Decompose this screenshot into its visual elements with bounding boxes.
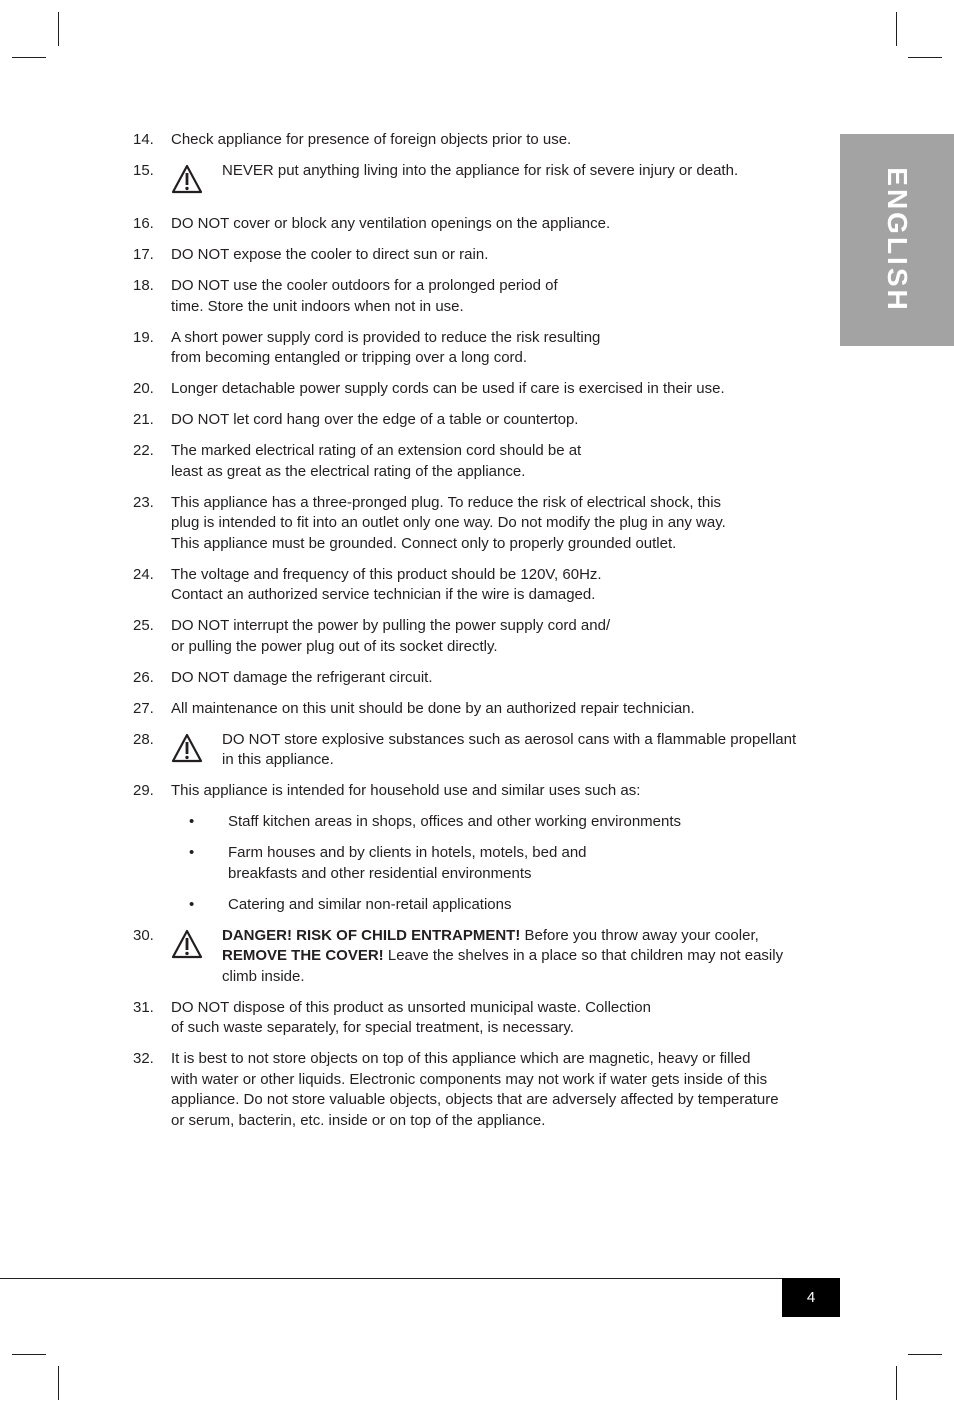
bullet-text — [228, 843, 823, 884]
bullet-text: Catering and similar non-retail applications — [228, 895, 512, 913]
list-item — [133, 998, 823, 1039]
page-number-box — [782, 1278, 840, 1317]
text-line: It is best to not store objects on top of this appliance which are magnetic, heavy or filled — [171, 1050, 751, 1067]
item-number: 18. — [133, 277, 154, 294]
item-text: This appliance is intended for household use and similar uses such as: — [171, 782, 641, 799]
list-item — [133, 493, 823, 555]
crop-mark — [12, 1354, 46, 1355]
text-line: DO NOT interrupt the power by pulling the power supply cord and/ — [171, 617, 611, 634]
item-text — [171, 493, 823, 555]
item-number: 20. — [133, 380, 154, 397]
remove-cover-heading: REMOVE THE COVER! — [222, 947, 384, 964]
text-line: from becoming entangled or tripping over a long cord. — [171, 349, 528, 366]
item-text — [171, 998, 823, 1039]
text-line: A short power supply cord is provided to reduce the risk resulting — [171, 328, 601, 346]
list-item — [133, 276, 823, 317]
crop-mark — [12, 57, 46, 58]
safety-instructions-list — [133, 130, 823, 1142]
item-number: 17. — [133, 246, 154, 263]
text-line: DO NOT store explosive substances such as aerosol cans with a flammable propellant — [222, 730, 797, 748]
bullet-list — [171, 812, 823, 915]
text-line: This appliance must be grounded. Connect only to properly grounded outlet. — [171, 534, 677, 552]
list-item — [133, 214, 823, 235]
text-line — [222, 926, 823, 947]
item-number: 31. — [133, 998, 154, 1016]
item-number: 19. — [133, 328, 154, 346]
language-tab — [840, 134, 954, 346]
text-line — [222, 946, 823, 967]
item-text — [171, 328, 823, 369]
text-run: Before you throw away your cooler, — [520, 926, 759, 944]
list-item — [133, 130, 823, 151]
text-line: or serum, bacterin, etc. inside or on top of the appliance. — [171, 1111, 546, 1129]
page-number: 4 — [806, 1289, 816, 1306]
footer-rule — [0, 1278, 840, 1279]
crop-mark — [896, 1366, 897, 1400]
list-item — [133, 441, 823, 482]
bullet-item — [171, 895, 823, 916]
text-line: Farm houses and by clients in hotels, motels, bed and — [228, 844, 587, 861]
text-line: The voltage and frequency of this product should be 120V, 60Hz. — [171, 565, 602, 583]
list-item — [133, 781, 823, 802]
item-number: 21. — [133, 411, 154, 428]
text-line: The marked electrical rating of an extension cord should be at — [171, 442, 582, 459]
item-number: 14. — [133, 131, 154, 148]
item-text: DO NOT cover or block any ventilation openings on the appliance. — [171, 215, 611, 232]
danger-heading: DANGER! RISK OF CHILD ENTRAPMENT! — [222, 926, 521, 944]
text-line: DO NOT dispose of this product as unsorted municipal waste. Collection — [171, 998, 651, 1016]
text-line: least as great as the electrical rating of the appliance. — [171, 462, 526, 480]
item-text — [171, 565, 823, 606]
item-text: All maintenance on this unit should be done by an authorized repair technician. — [171, 699, 695, 717]
bullet-item — [171, 843, 823, 884]
item-text — [171, 441, 823, 482]
item-number: 27. — [133, 699, 154, 717]
crop-mark — [908, 1354, 942, 1355]
warning-icon — [171, 926, 222, 988]
crop-mark — [908, 57, 942, 58]
item-text: DO NOT expose the cooler to direct sun or rain. — [171, 246, 489, 263]
item-number: 30. — [133, 926, 154, 944]
list-item — [133, 328, 823, 369]
item-number: 23. — [133, 493, 154, 511]
text-line: breakfasts and other residential environments — [228, 864, 532, 882]
text-line: appliance. Do not store valuable objects, objects that are adversely affected by temperature — [171, 1091, 779, 1108]
text-line: time. Store the unit indoors when not in use. — [171, 297, 464, 315]
item-number: 16. — [133, 215, 154, 232]
text-line: This appliance has a three-pronged plug. To reduce the risk of electrical shock, this — [171, 493, 722, 511]
item-text — [171, 1049, 823, 1131]
text-line: climb inside. — [222, 967, 305, 985]
warning-icon — [171, 730, 222, 771]
item-text — [171, 276, 823, 317]
crop-mark — [58, 1366, 59, 1400]
item-number: 22. — [133, 442, 154, 459]
text-line: Contact an authorized service technician if the wire is damaged. — [171, 586, 596, 603]
item-text: NEVER put anything living into the appliance for risk of severe injury or death. — [222, 162, 739, 179]
list-item — [133, 616, 823, 657]
list-item — [133, 565, 823, 606]
item-number: 28. — [133, 730, 154, 748]
list-item — [133, 410, 823, 431]
item-text — [222, 926, 823, 988]
item-number: 26. — [133, 668, 154, 686]
list-item — [133, 379, 823, 400]
item-text: DO NOT damage the refrigerant circuit. — [171, 668, 433, 686]
bullet-mark: • — [189, 844, 195, 861]
list-item — [133, 245, 823, 266]
list-item — [133, 926, 823, 988]
text-line: or pulling the power plug out of its socket directly. — [171, 637, 498, 655]
text-line: plug is intended to fit into an outlet only one way. Do not modify the plug in any way. — [171, 514, 726, 531]
item-text: Longer detachable power supply cords can be used if care is exercised in their use. — [171, 380, 725, 397]
item-number: 25. — [133, 617, 154, 634]
item-text: DO NOT let cord hang over the edge of a table or countertop. — [171, 411, 579, 428]
item-number: 15. — [133, 162, 154, 179]
text-run: Leave the shelves in a place so that children may not easily — [383, 947, 784, 964]
text-line: of such waste separately, for special treatment, is necessary. — [171, 1019, 574, 1036]
text-line: with water or other liquids. Electronic components may not work if water gets inside of this — [171, 1070, 768, 1088]
warning-icon — [171, 161, 222, 194]
item-number: 24. — [133, 565, 154, 583]
text-line: in this appliance. — [222, 751, 334, 768]
bullet-item — [171, 812, 823, 833]
crop-mark — [58, 12, 59, 46]
bullet-mark: • — [189, 813, 195, 830]
list-item — [133, 668, 823, 689]
item-text — [222, 730, 823, 771]
bullet-text: Staff kitchen areas in shops, offices and other working environments — [228, 813, 682, 830]
language-tab-label: ENGLISH — [882, 167, 913, 313]
crop-mark — [896, 12, 897, 46]
list-item — [133, 699, 823, 720]
item-text — [171, 616, 823, 657]
bullet-mark: • — [189, 895, 195, 913]
item-number: 29. — [133, 782, 154, 799]
list-item — [133, 161, 823, 194]
item-number: 32. — [133, 1050, 154, 1067]
list-item — [133, 1049, 823, 1131]
text-line: DO NOT use the cooler outdoors for a prolonged period of — [171, 277, 558, 294]
list-item — [133, 730, 823, 771]
item-text: Check appliance for presence of foreign objects prior to use. — [171, 131, 572, 148]
